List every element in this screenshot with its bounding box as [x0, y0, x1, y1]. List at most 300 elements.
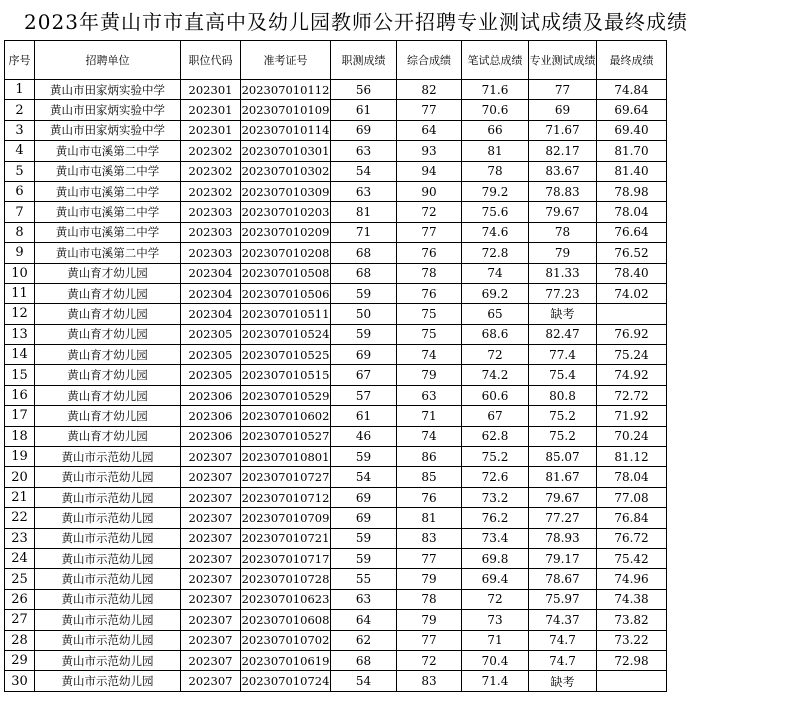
table-row [5, 569, 667, 589]
cell-final-score: 74.02 [597, 283, 667, 303]
cell-comprehensive-score: 71 [397, 406, 462, 426]
cell-unit: 黄山市示范幼儿园 [35, 447, 181, 467]
cell-final-score [597, 671, 667, 691]
cell-professional-test: 69 [529, 100, 597, 120]
cell-unit: 黄山育才幼儿园 [35, 304, 181, 324]
cell-ticket-number: 202307010209 [241, 222, 331, 242]
cell-aptitude-score: 69 [331, 508, 397, 528]
page-title: 2023年黄山市市直高中及幼儿园教师公开招聘专业测试成绩及最终成绩 [24, 10, 688, 34]
cell-final-score: 76.64 [597, 222, 667, 242]
table-row [5, 610, 667, 630]
cell-ticket-number: 202307010309 [241, 181, 331, 201]
cell-aptitude-score: 71 [331, 222, 397, 242]
cell-comprehensive-score: 64 [397, 120, 462, 140]
cell-professional-test: 77 [529, 80, 597, 100]
cell-professional-test: 74.7 [529, 650, 597, 670]
cell-ticket-number: 202307010721 [241, 528, 331, 548]
cell-unit: 黄山育才幼儿园 [35, 263, 181, 283]
score-table [4, 40, 667, 692]
cell-unit: 黄山市屯溪第二中学 [35, 222, 181, 242]
cell-aptitude-score: 63 [331, 589, 397, 609]
table-row [5, 365, 667, 385]
header-comprehensive-score: 综合成绩 [397, 41, 462, 80]
cell-professional-test: 81.67 [529, 467, 597, 487]
cell-seq: 30 [5, 671, 35, 691]
cell-position-code: 202302 [181, 141, 241, 161]
cell-ticket-number: 202307010712 [241, 487, 331, 507]
cell-seq: 7 [5, 202, 35, 222]
cell-ticket-number: 202307010515 [241, 365, 331, 385]
cell-written-total: 70.4 [462, 650, 529, 670]
cell-written-total: 76.2 [462, 508, 529, 528]
cell-comprehensive-score: 78 [397, 589, 462, 609]
cell-seq: 12 [5, 304, 35, 324]
cell-comprehensive-score: 76 [397, 243, 462, 263]
cell-unit: 黄山育才幼儿园 [35, 283, 181, 303]
cell-ticket-number: 202307010527 [241, 426, 331, 446]
cell-seq: 28 [5, 630, 35, 650]
cell-aptitude-score: 69 [331, 345, 397, 365]
cell-final-score [597, 304, 667, 324]
cell-written-total: 78 [462, 161, 529, 181]
cell-position-code: 202307 [181, 589, 241, 609]
cell-seq: 17 [5, 406, 35, 426]
cell-unit: 黄山育才幼儿园 [35, 406, 181, 426]
cell-comprehensive-score: 77 [397, 100, 462, 120]
cell-professional-test: 74.37 [529, 610, 597, 630]
cell-ticket-number: 202307010702 [241, 630, 331, 650]
cell-seq: 11 [5, 283, 35, 303]
cell-final-score: 76.72 [597, 528, 667, 548]
cell-ticket-number: 202307010525 [241, 345, 331, 365]
cell-ticket-number: 202307010208 [241, 243, 331, 263]
cell-ticket-number: 202307010602 [241, 406, 331, 426]
cell-aptitude-score: 68 [331, 263, 397, 283]
cell-seq: 1 [5, 80, 35, 100]
cell-comprehensive-score: 94 [397, 161, 462, 181]
cell-comprehensive-score: 83 [397, 671, 462, 691]
cell-position-code: 202307 [181, 487, 241, 507]
cell-seq: 13 [5, 324, 35, 344]
cell-professional-test: 缺考 [529, 671, 597, 691]
cell-seq: 18 [5, 426, 35, 446]
cell-unit: 黄山市田家炳实验中学 [35, 80, 181, 100]
table-row [5, 508, 667, 528]
cell-unit: 黄山市示范幼儿园 [35, 610, 181, 630]
cell-written-total: 79.2 [462, 181, 529, 201]
cell-professional-test: 75.4 [529, 365, 597, 385]
cell-aptitude-score: 64 [331, 610, 397, 630]
cell-aptitude-score: 69 [331, 120, 397, 140]
table-row [5, 589, 667, 609]
cell-final-score: 73.82 [597, 610, 667, 630]
table-row [5, 345, 667, 365]
cell-final-score: 72.72 [597, 385, 667, 405]
cell-written-total: 65 [462, 304, 529, 324]
table-row [5, 263, 667, 283]
header-final-score: 最终成绩 [597, 41, 667, 80]
cell-written-total: 73.4 [462, 528, 529, 548]
cell-final-score: 75.24 [597, 345, 667, 365]
header-professional-test: 专业测试成绩 [529, 41, 597, 80]
cell-comprehensive-score: 76 [397, 487, 462, 507]
table-row [5, 487, 667, 507]
cell-comprehensive-score: 90 [397, 181, 462, 201]
cell-unit: 黄山市屯溪第二中学 [35, 181, 181, 201]
cell-written-total: 74 [462, 263, 529, 283]
cell-professional-test: 79.67 [529, 487, 597, 507]
cell-final-score: 78.40 [597, 263, 667, 283]
cell-seq: 20 [5, 467, 35, 487]
cell-comprehensive-score: 75 [397, 324, 462, 344]
cell-aptitude-score: 59 [331, 528, 397, 548]
cell-seq: 24 [5, 548, 35, 568]
cell-professional-test: 缺考 [529, 304, 597, 324]
cell-professional-test: 79 [529, 243, 597, 263]
table-row [5, 222, 667, 242]
cell-written-total: 71.6 [462, 80, 529, 100]
header-row [5, 41, 667, 80]
cell-comprehensive-score: 79 [397, 365, 462, 385]
cell-ticket-number: 202307010302 [241, 161, 331, 181]
cell-position-code: 202304 [181, 304, 241, 324]
cell-comprehensive-score: 83 [397, 528, 462, 548]
cell-professional-test: 78 [529, 222, 597, 242]
cell-unit: 黄山市屯溪第二中学 [35, 202, 181, 222]
cell-ticket-number: 202307010619 [241, 650, 331, 670]
table-row [5, 467, 667, 487]
cell-comprehensive-score: 78 [397, 263, 462, 283]
cell-comprehensive-score: 86 [397, 447, 462, 467]
cell-ticket-number: 202307010508 [241, 263, 331, 283]
cell-unit: 黄山市田家炳实验中学 [35, 100, 181, 120]
table-row [5, 120, 667, 140]
cell-written-total: 60.6 [462, 385, 529, 405]
cell-final-score: 78.04 [597, 202, 667, 222]
cell-ticket-number: 202307010727 [241, 467, 331, 487]
cell-unit: 黄山育才幼儿园 [35, 385, 181, 405]
cell-final-score: 69.64 [597, 100, 667, 120]
table-body [5, 80, 667, 692]
cell-professional-test: 83.67 [529, 161, 597, 181]
cell-written-total: 72 [462, 589, 529, 609]
cell-position-code: 202307 [181, 671, 241, 691]
cell-written-total: 62.8 [462, 426, 529, 446]
cell-ticket-number: 202307010623 [241, 589, 331, 609]
table-row [5, 630, 667, 650]
cell-seq: 2 [5, 100, 35, 120]
cell-final-score: 81.12 [597, 447, 667, 467]
cell-aptitude-score: 63 [331, 141, 397, 161]
cell-ticket-number: 202307010728 [241, 569, 331, 589]
cell-written-total: 73.2 [462, 487, 529, 507]
cell-position-code: 202304 [181, 283, 241, 303]
cell-written-total: 69.4 [462, 569, 529, 589]
cell-final-score: 71.92 [597, 406, 667, 426]
header-ticket-number: 准考证号 [241, 41, 331, 80]
cell-aptitude-score: 59 [331, 283, 397, 303]
table-row [5, 141, 667, 161]
cell-ticket-number: 202307010203 [241, 202, 331, 222]
cell-final-score: 76.84 [597, 508, 667, 528]
cell-ticket-number: 202307010112 [241, 80, 331, 100]
cell-aptitude-score: 61 [331, 100, 397, 120]
cell-professional-test: 79.17 [529, 548, 597, 568]
cell-seq: 9 [5, 243, 35, 263]
cell-seq: 3 [5, 120, 35, 140]
cell-ticket-number: 202307010709 [241, 508, 331, 528]
cell-position-code: 202307 [181, 548, 241, 568]
table-row [5, 161, 667, 181]
cell-written-total: 71 [462, 630, 529, 650]
cell-ticket-number: 202307010717 [241, 548, 331, 568]
cell-aptitude-score: 68 [331, 650, 397, 670]
cell-final-score: 69.40 [597, 120, 667, 140]
cell-position-code: 202307 [181, 630, 241, 650]
header-unit: 招聘单位 [35, 41, 181, 80]
cell-final-score: 76.52 [597, 243, 667, 263]
cell-ticket-number: 202307010801 [241, 447, 331, 467]
cell-ticket-number: 202307010529 [241, 385, 331, 405]
cell-comprehensive-score: 77 [397, 548, 462, 568]
cell-seq: 27 [5, 610, 35, 630]
cell-seq: 22 [5, 508, 35, 528]
cell-position-code: 202305 [181, 324, 241, 344]
cell-seq: 10 [5, 263, 35, 283]
cell-unit: 黄山市示范幼儿园 [35, 548, 181, 568]
cell-final-score: 81.40 [597, 161, 667, 181]
cell-comprehensive-score: 74 [397, 345, 462, 365]
cell-seq: 6 [5, 181, 35, 201]
cell-professional-test: 74.7 [529, 630, 597, 650]
cell-comprehensive-score: 93 [397, 141, 462, 161]
cell-professional-test: 75.2 [529, 406, 597, 426]
cell-professional-test: 78.67 [529, 569, 597, 589]
table-row [5, 324, 667, 344]
cell-written-total: 69.8 [462, 548, 529, 568]
cell-professional-test: 75.2 [529, 426, 597, 446]
table-row [5, 548, 667, 568]
cell-unit: 黄山育才幼儿园 [35, 426, 181, 446]
cell-aptitude-score: 67 [331, 365, 397, 385]
cell-professional-test: 85.07 [529, 447, 597, 467]
cell-comprehensive-score: 85 [397, 467, 462, 487]
cell-final-score: 74.96 [597, 569, 667, 589]
cell-unit: 黄山市示范幼儿园 [35, 650, 181, 670]
cell-position-code: 202307 [181, 447, 241, 467]
cell-unit: 黄山市田家炳实验中学 [35, 120, 181, 140]
cell-professional-test: 71.67 [529, 120, 597, 140]
cell-aptitude-score: 54 [331, 671, 397, 691]
cell-ticket-number: 202307010506 [241, 283, 331, 303]
cell-professional-test: 81.33 [529, 263, 597, 283]
cell-written-total: 67 [462, 406, 529, 426]
cell-written-total: 68.6 [462, 324, 529, 344]
cell-ticket-number: 202307010724 [241, 671, 331, 691]
cell-comprehensive-score: 82 [397, 80, 462, 100]
cell-seq: 29 [5, 650, 35, 670]
cell-seq: 19 [5, 447, 35, 467]
cell-aptitude-score: 59 [331, 447, 397, 467]
cell-unit: 黄山市屯溪第二中学 [35, 161, 181, 181]
cell-comprehensive-score: 79 [397, 569, 462, 589]
cell-aptitude-score: 62 [331, 630, 397, 650]
cell-seq: 5 [5, 161, 35, 181]
cell-unit: 黄山市示范幼儿园 [35, 467, 181, 487]
cell-position-code: 202306 [181, 385, 241, 405]
cell-unit: 黄山市示范幼儿园 [35, 508, 181, 528]
cell-professional-test: 77.23 [529, 283, 597, 303]
header-aptitude-score: 职测成绩 [331, 41, 397, 80]
cell-comprehensive-score: 79 [397, 610, 462, 630]
cell-position-code: 202304 [181, 263, 241, 283]
cell-unit: 黄山市示范幼儿园 [35, 671, 181, 691]
cell-aptitude-score: 46 [331, 426, 397, 446]
cell-aptitude-score: 59 [331, 548, 397, 568]
header-seq: 序号 [5, 41, 35, 80]
cell-professional-test: 77.27 [529, 508, 597, 528]
cell-ticket-number: 202307010511 [241, 304, 331, 324]
table-row [5, 528, 667, 548]
cell-professional-test: 78.93 [529, 528, 597, 548]
table-row [5, 650, 667, 670]
cell-written-total: 75.2 [462, 447, 529, 467]
cell-final-score: 77.08 [597, 487, 667, 507]
cell-aptitude-score: 59 [331, 324, 397, 344]
cell-position-code: 202305 [181, 345, 241, 365]
cell-written-total: 73 [462, 610, 529, 630]
cell-final-score: 76.92 [597, 324, 667, 344]
cell-seq: 21 [5, 487, 35, 507]
cell-comprehensive-score: 77 [397, 222, 462, 242]
cell-written-total: 75.6 [462, 202, 529, 222]
cell-ticket-number: 202307010301 [241, 141, 331, 161]
cell-aptitude-score: 56 [331, 80, 397, 100]
cell-final-score: 73.22 [597, 630, 667, 650]
cell-seq: 23 [5, 528, 35, 548]
cell-unit: 黄山市示范幼儿园 [35, 630, 181, 650]
cell-ticket-number: 202307010114 [241, 120, 331, 140]
cell-unit: 黄山育才幼儿园 [35, 345, 181, 365]
cell-aptitude-score: 54 [331, 467, 397, 487]
table-row [5, 426, 667, 446]
cell-professional-test: 79.67 [529, 202, 597, 222]
cell-unit: 黄山市示范幼儿园 [35, 487, 181, 507]
cell-written-total: 72.6 [462, 467, 529, 487]
cell-comprehensive-score: 63 [397, 385, 462, 405]
cell-seq: 26 [5, 589, 35, 609]
cell-comprehensive-score: 72 [397, 202, 462, 222]
cell-ticket-number: 202307010608 [241, 610, 331, 630]
cell-written-total: 69.2 [462, 283, 529, 303]
cell-unit: 黄山育才幼儿园 [35, 324, 181, 344]
cell-professional-test: 80.8 [529, 385, 597, 405]
cell-aptitude-score: 50 [331, 304, 397, 324]
header-written-total: 笔试总成绩 [462, 41, 529, 80]
cell-position-code: 202301 [181, 100, 241, 120]
table-row [5, 202, 667, 222]
cell-position-code: 202305 [181, 365, 241, 385]
cell-comprehensive-score: 76 [397, 283, 462, 303]
cell-written-total: 66 [462, 120, 529, 140]
cell-position-code: 202307 [181, 508, 241, 528]
cell-professional-test: 82.17 [529, 141, 597, 161]
cell-professional-test: 78.83 [529, 181, 597, 201]
table-row [5, 80, 667, 100]
header-position-code: 职位代码 [181, 41, 241, 80]
cell-final-score: 75.42 [597, 548, 667, 568]
table-row [5, 283, 667, 303]
cell-final-score: 72.98 [597, 650, 667, 670]
cell-position-code: 202303 [181, 243, 241, 263]
cell-professional-test: 77.4 [529, 345, 597, 365]
cell-final-score: 78.04 [597, 467, 667, 487]
cell-aptitude-score: 68 [331, 243, 397, 263]
cell-position-code: 202307 [181, 610, 241, 630]
cell-seq: 16 [5, 385, 35, 405]
cell-final-score: 74.38 [597, 589, 667, 609]
cell-position-code: 202303 [181, 222, 241, 242]
table-row [5, 100, 667, 120]
cell-seq: 4 [5, 141, 35, 161]
cell-written-total: 72.8 [462, 243, 529, 263]
cell-position-code: 202307 [181, 528, 241, 548]
cell-aptitude-score: 69 [331, 487, 397, 507]
cell-unit: 黄山育才幼儿园 [35, 365, 181, 385]
cell-final-score: 70.24 [597, 426, 667, 446]
cell-position-code: 202307 [181, 467, 241, 487]
cell-aptitude-score: 63 [331, 181, 397, 201]
cell-final-score: 74.84 [597, 80, 667, 100]
table-row [5, 304, 667, 324]
cell-written-total: 72 [462, 345, 529, 365]
table-row [5, 406, 667, 426]
cell-comprehensive-score: 72 [397, 650, 462, 670]
cell-seq: 15 [5, 365, 35, 385]
table-row [5, 181, 667, 201]
cell-position-code: 202301 [181, 80, 241, 100]
cell-professional-test: 75.97 [529, 589, 597, 609]
cell-position-code: 202307 [181, 569, 241, 589]
cell-unit: 黄山市示范幼儿园 [35, 569, 181, 589]
cell-written-total: 74.6 [462, 222, 529, 242]
cell-aptitude-score: 61 [331, 406, 397, 426]
cell-comprehensive-score: 77 [397, 630, 462, 650]
cell-seq: 25 [5, 569, 35, 589]
cell-seq: 14 [5, 345, 35, 365]
cell-seq: 8 [5, 222, 35, 242]
cell-unit: 黄山市示范幼儿园 [35, 589, 181, 609]
cell-unit: 黄山市示范幼儿园 [35, 528, 181, 548]
cell-position-code: 202306 [181, 426, 241, 446]
cell-aptitude-score: 81 [331, 202, 397, 222]
cell-unit: 黄山市屯溪第二中学 [35, 141, 181, 161]
cell-ticket-number: 202307010109 [241, 100, 331, 120]
cell-comprehensive-score: 75 [397, 304, 462, 324]
cell-professional-test: 82.47 [529, 324, 597, 344]
cell-written-total: 70.6 [462, 100, 529, 120]
cell-position-code: 202302 [181, 161, 241, 181]
cell-position-code: 202302 [181, 181, 241, 201]
cell-position-code: 202303 [181, 202, 241, 222]
table-row [5, 447, 667, 467]
cell-final-score: 78.98 [597, 181, 667, 201]
cell-aptitude-score: 54 [331, 161, 397, 181]
cell-final-score: 74.92 [597, 365, 667, 385]
cell-ticket-number: 202307010524 [241, 324, 331, 344]
cell-position-code: 202307 [181, 650, 241, 670]
cell-aptitude-score: 55 [331, 569, 397, 589]
